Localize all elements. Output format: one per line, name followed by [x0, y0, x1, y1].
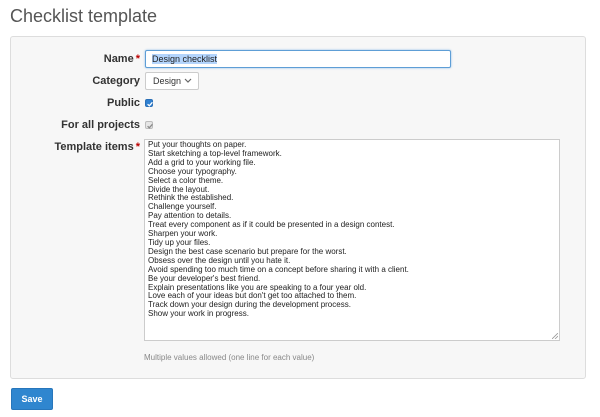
template-items-hint: Multiple values allowed (one line for each value): [144, 353, 315, 362]
template-item-line: Choose your typography.: [148, 166, 237, 176]
template-item-line: Divide the layout.: [148, 184, 210, 194]
resize-grip-icon[interactable]: [552, 333, 558, 339]
check-icon: [146, 122, 154, 130]
public-checkbox[interactable]: [145, 99, 153, 107]
save-button[interactable]: Save: [11, 388, 53, 410]
template-item-line: Show your work in progress.: [148, 309, 249, 319]
template-item-line: Treat every component as if it could be presented in a design contest.: [148, 220, 395, 230]
required-mark: *: [135, 141, 140, 153]
template-item-line: Challenge yourself.: [148, 202, 217, 212]
template-item-line: Start sketching a top-level framework.: [148, 148, 282, 158]
template-item-line: Sharpen your work.: [148, 229, 218, 239]
template-item-line: Design the best case scenario but prepare for the worst.: [148, 246, 347, 256]
required-mark: *: [135, 53, 140, 65]
public-label: Public: [106, 97, 140, 109]
check-icon: [146, 100, 154, 108]
template-item-line: Obsess over the design until you hate it.: [148, 255, 291, 265]
template-item-line: Avoid spending too much time on a concept before sharing it with a client.: [148, 264, 409, 274]
chevron-down-icon: [184, 75, 192, 87]
template-item-line: Pay attention to details.: [148, 211, 232, 221]
category-select-value: Design: [153, 76, 182, 86]
template-item-line: Put your thoughts on paper.: [148, 140, 247, 149]
template-item-line: Track down your design during the development process.: [148, 300, 351, 310]
for-all-projects-label: For all projects: [61, 119, 140, 131]
template-items-textarea[interactable]: [144, 139, 560, 341]
name-field-value: Design checklist: [152, 54, 218, 64]
template-item-line: Select a color theme.: [148, 175, 224, 185]
category-label: Category: [92, 75, 140, 87]
form-panel: [10, 36, 586, 379]
template-item-line: Be your developer's best friend.: [148, 273, 261, 283]
category-select[interactable]: [145, 72, 199, 90]
name-label: Name *: [103, 53, 140, 65]
template-items-label: Template items *: [54, 141, 140, 153]
template-item-line: Add a grid to your working file.: [148, 157, 256, 167]
for-all-projects-checkbox: [145, 121, 153, 129]
name-field[interactable]: [145, 50, 451, 68]
template-item-line: Rethink the established.: [148, 193, 234, 203]
template-item-line: Love each of your ideas but don't get too attached to them.: [148, 291, 357, 301]
template-item-line: Tidy up your files.: [148, 237, 211, 247]
page-title: Checklist template: [10, 6, 158, 26]
template-item-line: Explain presentations like you are speaking to a four year old.: [148, 282, 367, 292]
